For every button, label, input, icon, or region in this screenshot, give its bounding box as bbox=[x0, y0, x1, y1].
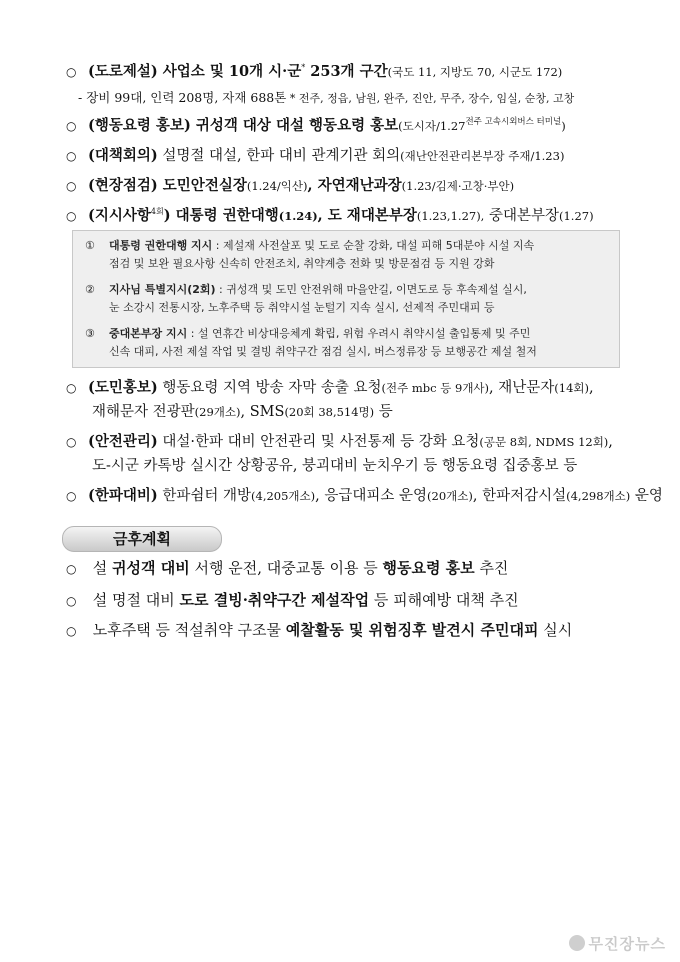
item-detail-2: (1.23,1.27), bbox=[416, 209, 485, 223]
item-road-snow-removal bbox=[66, 62, 640, 82]
plan-emphasis: 귀성객 대비 bbox=[112, 559, 190, 577]
instructions-box bbox=[72, 230, 620, 368]
instruction-1 bbox=[85, 237, 609, 254]
item-title: (안전관리) bbox=[88, 433, 158, 450]
item-detail-2: (14회) bbox=[554, 381, 589, 395]
item-detail: (1.24/익산) bbox=[246, 179, 308, 193]
item-detail: (국도 11, 지방도 70, 시군도 172) bbox=[387, 65, 563, 79]
item-public-promo bbox=[66, 378, 640, 398]
instruction-text: : 설 연휴간 비상대응체계 확립, 위험 우려시 취약시설 출입통제 및 주민 bbox=[187, 327, 531, 340]
item-text: 행동요령 지역 방송 자막 송출 요청 bbox=[157, 380, 382, 396]
bullet-icon: ○ bbox=[66, 119, 77, 133]
cont-text-2: , SMS bbox=[240, 404, 285, 420]
item-detail-close: ) bbox=[561, 119, 566, 133]
cont-detail-2: (20회 38,514명) bbox=[284, 405, 375, 419]
bullet-icon: ○ bbox=[66, 489, 77, 503]
item-detail: (전주 mbc 등 9개사) bbox=[381, 381, 490, 395]
bullet-icon: ○ bbox=[66, 209, 77, 223]
bullet-icon: ○ bbox=[66, 65, 77, 79]
equipment-text: 장비 99대, 인력 208명, 자재 688톤 bbox=[86, 90, 287, 105]
circled-number: ① bbox=[85, 239, 95, 252]
plan-emphasis-2: 행동요령 홍보 bbox=[382, 559, 475, 577]
title-close: ) bbox=[163, 207, 171, 224]
instruction-label: 대통령 권한대행 지시 bbox=[109, 239, 213, 252]
plan-text-3: 추진 bbox=[474, 559, 509, 577]
item-text-3: , bbox=[589, 380, 594, 396]
item-detail: (재난안전관리본부장 주재/1.23) bbox=[400, 149, 565, 163]
bullet-icon: ○ bbox=[66, 624, 77, 638]
item-detail-2: (20개소) bbox=[427, 489, 473, 503]
watermark-text: 무진장뉴스 bbox=[588, 935, 666, 953]
dash-marker: - bbox=[78, 90, 83, 105]
plan-item-2 bbox=[66, 590, 519, 611]
item-site-inspection bbox=[66, 176, 640, 196]
bullet-icon: ○ bbox=[66, 381, 77, 395]
footnote-mark: * bbox=[301, 63, 306, 73]
plan-item-3 bbox=[66, 620, 572, 641]
item-detail: (1.24) bbox=[278, 209, 318, 223]
item-text-2: , 재난문자 bbox=[489, 380, 555, 396]
item-text-2: , 응급대피소 운영 bbox=[315, 488, 428, 504]
instruction-label: 지사님 특별지시(2회) bbox=[109, 283, 216, 296]
item-text: 한파쉼터 개방 bbox=[157, 488, 252, 504]
item-title: (한파대비) bbox=[88, 487, 158, 504]
item-title: (행동요령 홍보) bbox=[88, 117, 191, 134]
cont-text: 재해문자 전광판 bbox=[92, 404, 195, 420]
item-detail-2: (1.23/김제·고창·부안) bbox=[401, 179, 515, 193]
cont-text-3: 등 bbox=[374, 404, 393, 420]
item-cold-wave-prep bbox=[66, 486, 663, 506]
item-text: 사업소 및 10개 시·군 bbox=[157, 63, 302, 80]
circled-number: ② bbox=[85, 283, 95, 296]
instruction-text: : 제설재 사전살포 및 도로 순찰 강화, 대설 피해 5대분야 시설 지속 bbox=[212, 239, 535, 252]
bullet-icon: ○ bbox=[66, 179, 77, 193]
item-text: 귀성객 대상 대설 행동요령 홍보 bbox=[190, 117, 399, 134]
item-text-3: 중대본부장 bbox=[484, 208, 559, 224]
title-sup: 4회 bbox=[150, 207, 164, 217]
plan-text: 노후주택 등 적설취약 구조물 bbox=[88, 621, 286, 639]
item-title: (현장점검) bbox=[88, 177, 158, 194]
bullet-icon: ○ bbox=[66, 149, 77, 163]
plan-item-1 bbox=[66, 558, 508, 579]
item-safety-management bbox=[66, 432, 640, 452]
item-public-promo-cont bbox=[92, 402, 393, 422]
item-text-2: , bbox=[608, 434, 613, 450]
item-equipment-subline bbox=[78, 88, 640, 109]
plan-text-2: 실시 bbox=[538, 621, 573, 639]
item-countermeasure-meeting bbox=[66, 146, 640, 166]
item-detail: (도시자/1.27 bbox=[398, 119, 466, 133]
item-text-4: 운영 bbox=[630, 488, 663, 504]
circled-number: ③ bbox=[85, 327, 95, 340]
item-text-2: , 도 재대본부장 bbox=[317, 207, 417, 224]
instruction-1-cont: 점검 및 보완 필요사항 신속히 안전조치, 취약계층 전화 및 방문점검 등 지원 강화 bbox=[109, 257, 495, 270]
item-text: 대통령 권한대행 bbox=[170, 207, 279, 224]
item-safety-management-cont: 도-시군 카톡방 실시간 상황공유, 붕괴대비 눈치우기 등 행동요령 집중홍보 등 bbox=[92, 458, 578, 474]
plan-text-2: 서행 운전, 대중교통 이용 등 bbox=[189, 559, 383, 577]
item-text-2: 253개 구간 bbox=[305, 63, 388, 80]
plan-emphasis: 예찰활동 및 위험징후 발견시 주민대피 bbox=[285, 621, 539, 639]
item-detail-3: (1.27) bbox=[559, 209, 594, 223]
bullet-icon: ○ bbox=[66, 594, 77, 608]
plan-text: 설 명절 대비 bbox=[88, 591, 180, 609]
item-detail: (4,205개소) bbox=[251, 489, 316, 503]
instruction-2-cont: 눈 소강시 전통시장, 노후주택 등 취약시설 눈털기 지속 실시, 선제적 주민대피 등 bbox=[109, 301, 495, 314]
item-text-3: , 한파저감시설 bbox=[472, 488, 567, 504]
equipment-note: * 전주, 정읍, 남원, 완주, 진안, 무주, 장수, 임실, 순창, 고창 bbox=[286, 92, 575, 105]
bullet-icon: ○ bbox=[66, 562, 77, 576]
item-text-2: , 자연재난과장 bbox=[307, 177, 402, 194]
instruction-label: 중대본부장 지시 bbox=[109, 327, 188, 340]
plan-text: 설 bbox=[88, 559, 113, 577]
item-text: 대설·한파 대비 안전관리 및 사전통제 등 강화 요청 bbox=[157, 434, 480, 450]
section-title-future-plans: 금후계획 bbox=[62, 526, 222, 552]
item-title: (지시사항 bbox=[88, 207, 151, 224]
instruction-2 bbox=[85, 281, 609, 298]
item-title: (도로제설) bbox=[88, 63, 158, 80]
watermark-logo-icon bbox=[569, 935, 585, 951]
watermark bbox=[569, 933, 666, 954]
item-title: (대책회의) bbox=[88, 147, 158, 164]
item-detail: (공문 8회, NDMS 12회) bbox=[479, 435, 609, 449]
instruction-text: : 귀성객 및 도민 안전위해 마을안길, 이면도로 등 후속제설 실시, bbox=[215, 283, 527, 296]
item-detail-3: (4,298개소) bbox=[566, 489, 631, 503]
item-text: 설명절 대설, 한파 대비 관계기관 회의 bbox=[157, 148, 401, 164]
item-instructions bbox=[66, 206, 640, 226]
instruction-3-cont: 신속 대피, 사전 제설 작업 및 결빙 취약구간 점검 실시, 버스정류장 등 보행공간 제설 철저 bbox=[109, 345, 537, 358]
item-text: 도민안전실장 bbox=[157, 177, 247, 194]
item-title: (도민홍보) bbox=[88, 379, 158, 396]
instruction-3 bbox=[85, 325, 609, 342]
bullet-icon: ○ bbox=[66, 435, 77, 449]
plan-text-2: 등 피해예방 대책 추진 bbox=[369, 591, 519, 609]
plan-emphasis: 도로 결빙·취약구간 제설작업 bbox=[179, 591, 370, 609]
cont-detail: (29개소) bbox=[194, 405, 241, 419]
item-detail-sup: 전주 고속시외버스 터미널 bbox=[465, 117, 562, 128]
item-behavior-guide-promo bbox=[66, 116, 640, 136]
